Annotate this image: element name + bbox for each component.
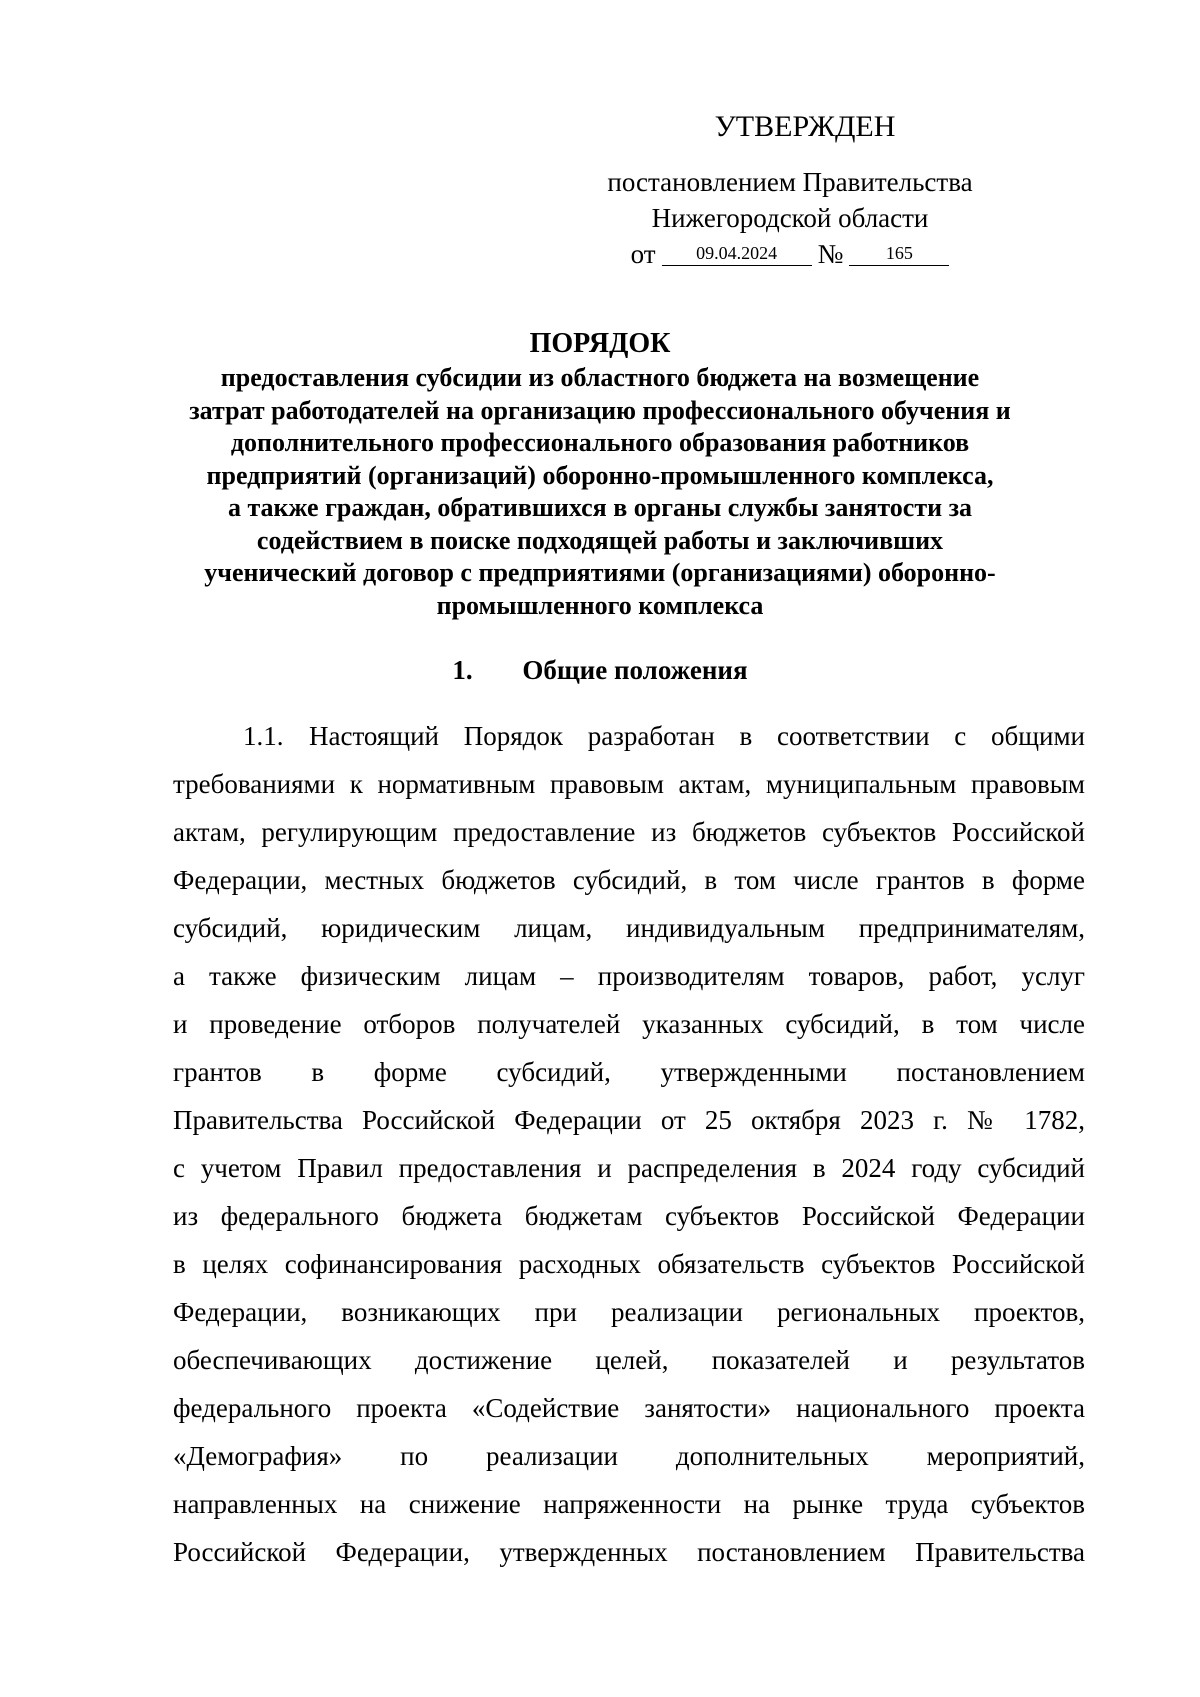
approval-date: 09.04.2024 (662, 241, 812, 266)
section-number: 1. (452, 655, 473, 685)
body-line: грантов в форме субсидий, утвержденными постановлением (173, 1057, 1085, 1087)
body-line: Федерации, возникающих при реализации региональных проектов, (173, 1297, 1085, 1327)
heading-line: предприятий (организаций) оборонно-промышленного комплекса, (206, 460, 994, 490)
document-heading (150, 326, 1050, 622)
document-body (173, 712, 1085, 1576)
section-heading (150, 652, 1050, 688)
heading-line: дополнительного профессионального образования работников (230, 428, 970, 457)
body-line: в целях софинансирования расходных обязательств субъектов Российской (173, 1249, 1085, 1279)
body-line: «Демография» по реализации дополнительных мероприятий, (173, 1441, 1085, 1471)
heading-line: содействием в поиске подходящей работы и заключивших (256, 525, 944, 555)
body-line: из федерального бюджета бюджетам субъектов Российской Федерации (173, 1201, 1085, 1231)
document-title: ПОРЯДОК (529, 328, 671, 359)
body-line (173, 712, 1085, 760)
body-line: а также физическим лицам – производителям товаров, работ, услуг (173, 961, 1085, 991)
body-line: требованиями к нормативным правовым актам, муниципальным правовым (173, 769, 1085, 799)
body-line: Российской Федерации, утвержденных постановлением Правительства (173, 1537, 1085, 1567)
approval-date-row (580, 236, 1000, 272)
number-sign: № (817, 239, 844, 269)
section-title: Общие положения (522, 655, 748, 685)
approval-line-1: постановлением Правительства (607, 167, 973, 197)
approval-block (580, 108, 1000, 272)
body-line: и проведение отборов получателей указанных субсидий, в том числе (173, 1009, 1085, 1039)
heading-line: затрат работодателей на организацию профессионального обучения и (189, 395, 1011, 425)
heading-line: предоставления субсидии из областного бюджета на возмещение (220, 363, 980, 392)
body-line: направленных на снижение напряженности на рынке труда субъектов (173, 1489, 1085, 1519)
body-line: актам, регулирующим предоставление из бюджетов субъектов Российской (173, 817, 1085, 847)
clause-number: 1.1. (243, 721, 284, 751)
body-line: субсидий, юридическим лицам, индивидуальным предпринимателям, (173, 913, 1085, 943)
heading-line: промышленного комплекса (436, 590, 764, 620)
body-line: федерального проекта «Содействие занятости» национального проекта (173, 1393, 1085, 1423)
body-line: Правительства Российской Федерации от 25 октября 2023 г. № 1782, (173, 1105, 1085, 1135)
body-line: Федерации, местных бюджетов субсидий, в том числе грантов в форме (173, 865, 1085, 895)
body-line: с учетом Правил предоставления и распределения в 2024 году субсидий (173, 1153, 1085, 1183)
approval-line-2: Нижегородской области (651, 203, 929, 233)
body-line: обеспечивающих достижение целей, показателей и результатов (173, 1345, 1085, 1375)
from-label: от (630, 239, 656, 269)
approved-stamp-text: УТВЕРЖДЕН (714, 110, 896, 143)
heading-line: а также граждан, обратившихся в органы службы занятости за (227, 493, 973, 522)
body-line-text: Настоящий Порядок разработан в соответствии с общими (309, 721, 1085, 751)
heading-line: ученический договор с предприятиями (организациями) оборонно- (204, 558, 996, 587)
approval-number: 165 (849, 241, 949, 266)
